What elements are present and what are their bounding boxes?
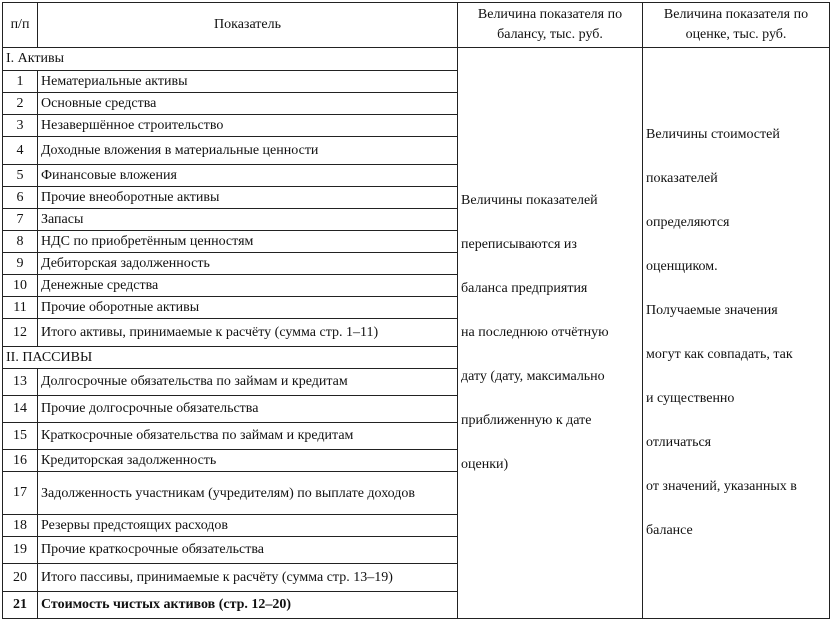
- row-indicator: Доходные вложения в материальные ценности: [38, 137, 458, 165]
- row-number: 1: [3, 71, 38, 93]
- row-number: 6: [3, 187, 38, 209]
- row-number: 10: [3, 275, 38, 297]
- estimate-note-line: оценщиком.: [646, 259, 718, 274]
- row-indicator: Итого пассивы, принимаемые к расчёту (сумма стр. 13–19): [38, 564, 458, 592]
- col-indicator-header: Показатель: [38, 3, 458, 48]
- section-row-assets: [3, 48, 830, 71]
- estimate-note-line: определяются: [646, 215, 730, 230]
- row-number: 16: [3, 450, 38, 472]
- estimate-note-line: от значений, указанных в: [646, 479, 797, 494]
- row-number: 21: [3, 592, 38, 619]
- row-indicator: Денежные средства: [38, 275, 458, 297]
- row-number: 8: [3, 231, 38, 253]
- col-estimate-header: Величина показателя по оценке, тыс. руб.: [643, 3, 830, 48]
- row-indicator: Нематериальные активы: [38, 71, 458, 93]
- estimate-note-line: и существенно: [646, 391, 735, 406]
- row-number: 17: [3, 472, 38, 515]
- balance-note: [458, 48, 643, 619]
- estimate-note: [643, 48, 830, 619]
- row-indicator: Незавершённое строительство: [38, 115, 458, 137]
- row-number: 12: [3, 319, 38, 347]
- row-number: 9: [3, 253, 38, 275]
- row-indicator: Основные средства: [38, 93, 458, 115]
- estimate-note-line: Величины стоимостей: [646, 127, 780, 142]
- balance-note-line: Величины показателей: [461, 193, 598, 208]
- estimate-note-line: отличаться: [646, 435, 712, 450]
- estimate-note-line: балансе: [646, 523, 693, 538]
- row-indicator: Резервы предстоящих расходов: [38, 515, 458, 537]
- row-number: 7: [3, 209, 38, 231]
- row-number: 20: [3, 564, 38, 592]
- row-number: 13: [3, 369, 38, 396]
- row-indicator: Прочие оборотные активы: [38, 297, 458, 319]
- balance-note-line: баланса предприятия: [461, 281, 588, 296]
- row-number: 18: [3, 515, 38, 537]
- balance-note-line: приближенную к дате: [461, 413, 592, 428]
- col-number-header: п/п: [3, 3, 38, 48]
- row-indicator: Кредиторская задолженность: [38, 450, 458, 472]
- row-indicator: Долгосрочные обязательства по займам и кредитам: [38, 369, 458, 396]
- row-indicator: Стоимость чистых активов (стр. 12–20): [38, 592, 458, 619]
- balance-note-line: дату (дату, максимально: [461, 369, 605, 384]
- valuation-table: [2, 2, 830, 619]
- row-indicator: Задолженность участникам (учредителям) по выплате доходов: [38, 472, 458, 515]
- estimate-note-line: Получаемые значения: [646, 303, 778, 318]
- row-indicator: Запасы: [38, 209, 458, 231]
- row-number: 11: [3, 297, 38, 319]
- estimate-note-line: могут как совпадать, так: [646, 347, 793, 362]
- row-number: 19: [3, 537, 38, 564]
- row-indicator: Прочие долгосрочные обязательства: [38, 396, 458, 423]
- row-indicator: Прочие краткосрочные обязательства: [38, 537, 458, 564]
- row-number: 15: [3, 423, 38, 450]
- section-title-assets: I. Активы: [3, 48, 458, 71]
- row-number: 4: [3, 137, 38, 165]
- row-indicator: Прочие внеоборотные активы: [38, 187, 458, 209]
- row-indicator: НДС по приобретённым ценностям: [38, 231, 458, 253]
- row-indicator: Итого активы, принимаемые к расчёту (сумма стр. 1–11): [38, 319, 458, 347]
- header-row: [3, 3, 830, 48]
- balance-note-line: переписываются из: [461, 237, 577, 252]
- col-balance-header: Величина показателя по балансу, тыс. руб.: [458, 3, 643, 48]
- section-title-liabilities: II. ПАССИВЫ: [3, 347, 458, 369]
- row-number: 3: [3, 115, 38, 137]
- estimate-note-line: показателей: [646, 171, 718, 186]
- row-indicator: Дебиторская задолженность: [38, 253, 458, 275]
- balance-note-line: на последнюю отчётную: [461, 325, 609, 340]
- row-number: 14: [3, 396, 38, 423]
- balance-note-line: оценки): [461, 457, 509, 472]
- row-number: 5: [3, 165, 38, 187]
- row-indicator: Краткосрочные обязательства по займам и кредитам: [38, 423, 458, 450]
- row-number: 2: [3, 93, 38, 115]
- row-indicator: Финансовые вложения: [38, 165, 458, 187]
